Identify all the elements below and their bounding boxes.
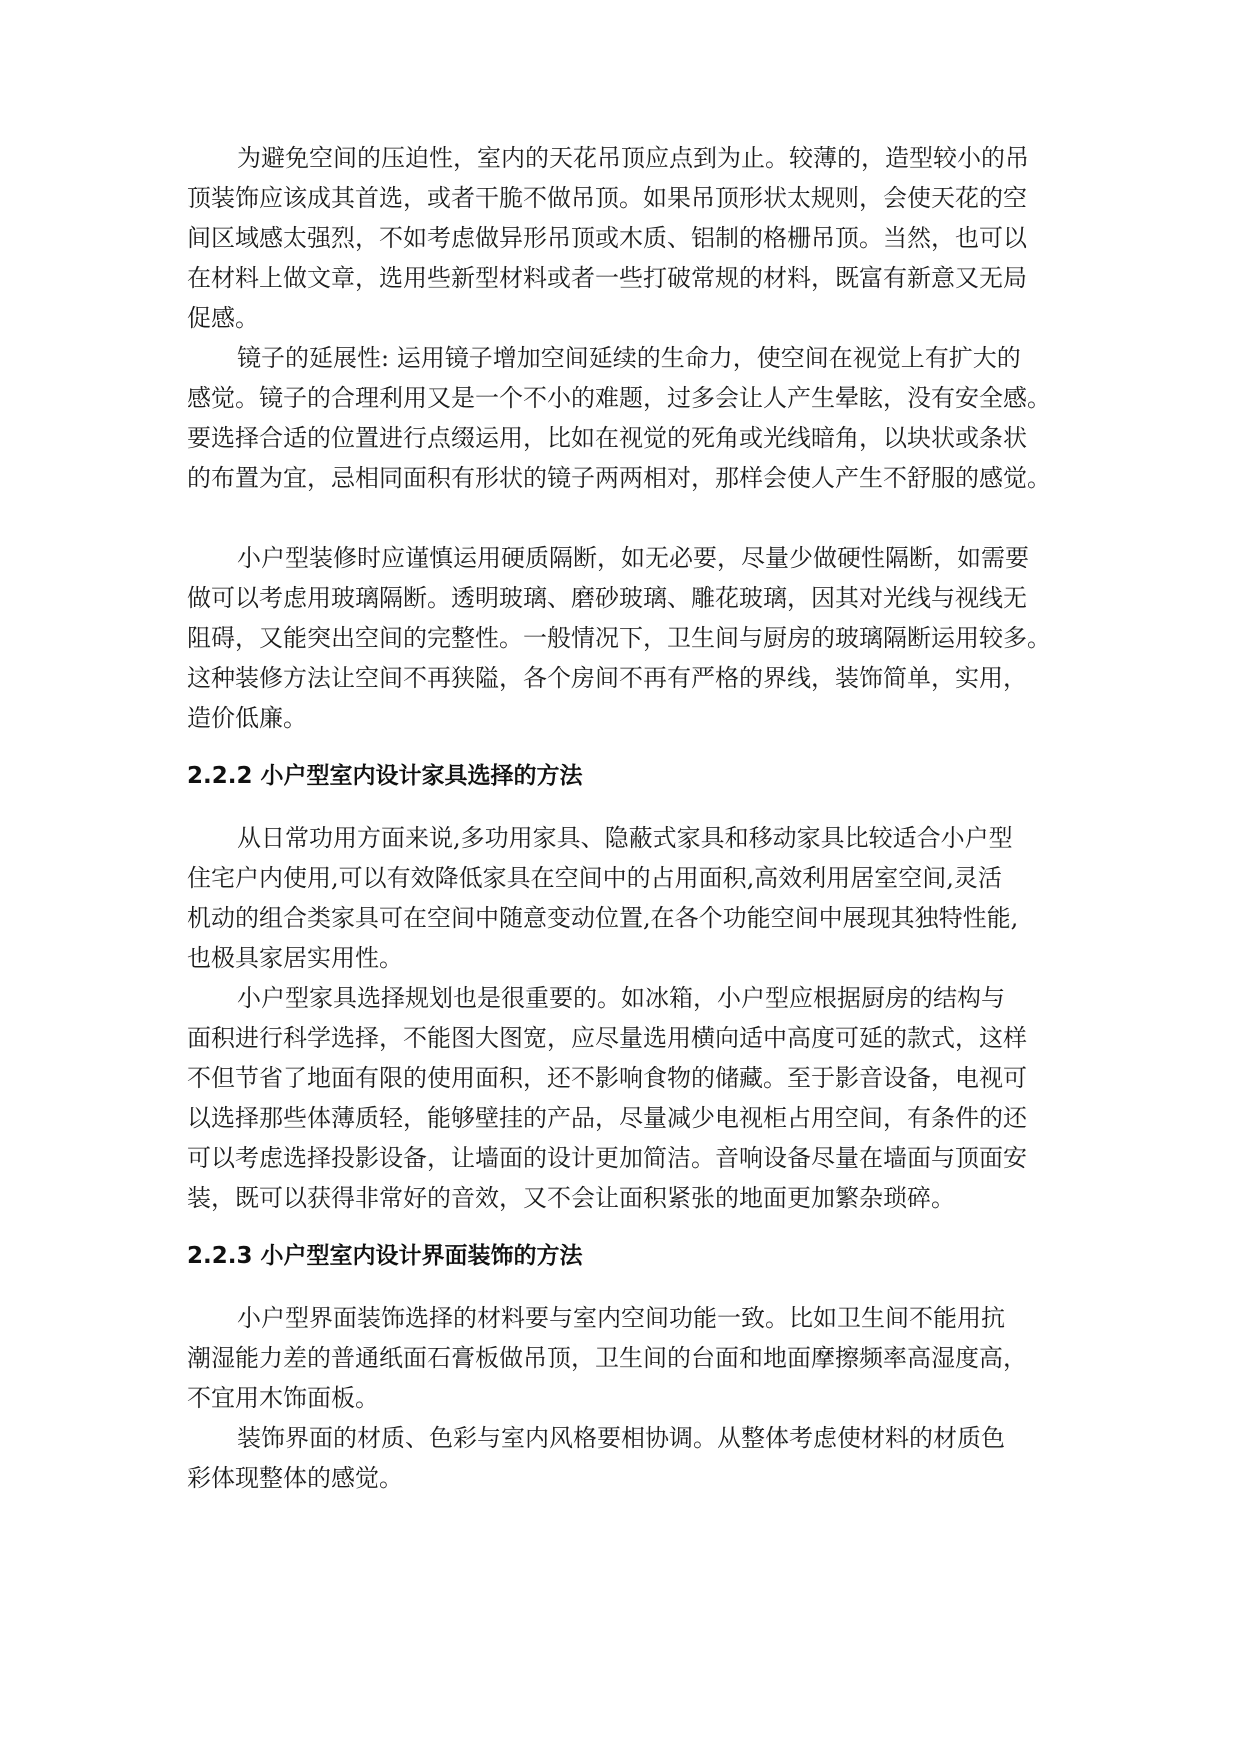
paragraph-line: 顶装饰应该成其首选，或者干脆不做吊顶。如果吊顶形状太规则，会使天花的空	[187, 184, 1027, 212]
paragraph-line: 促感。	[187, 304, 259, 332]
paragraph-line: 以选择那些体薄质轻，能够壁挂的产品，尽量减少电视柜占用空间，有条件的还	[187, 1104, 1027, 1132]
paragraph-line: 间区域感太强烈，不如考虑做异形吊顶或木质、铝制的格栅吊顶。当然，也可以	[187, 224, 1027, 252]
paragraph-line: 要选择合适的位置进行点缀运用，比如在视觉的死角或光线暗角，以块状或条状	[187, 424, 1027, 452]
paragraph-line: 感觉。镜子的合理利用又是一个不小的难题，过多会让人产生晕眩，没有安全感。	[187, 384, 1051, 412]
paragraph-line: 机动的组合类家具可在空间中随意变动位置,在各个功能空间中展现其独特性能,	[187, 904, 1019, 932]
paragraph-line: 造价低廉。	[187, 704, 307, 732]
paragraph-line: 潮湿能力差的普通纸面石膏板做吊顶，卫生间的台面和地面摩擦频率高湿度高，	[187, 1344, 1027, 1372]
paragraph-line: 装，既可以获得非常好的音效，又不会让面积紧张的地面更加繁杂琐碎。	[187, 1184, 955, 1212]
paragraph-line: 不但节省了地面有限的使用面积，还不影响食物的储藏。至于影音设备，电视可	[187, 1064, 1027, 1092]
paragraph-line: 可以考虑选择投影设备，让墙面的设计更加简洁。音响设备尽量在墙面与顶面安	[187, 1144, 1027, 1172]
paragraph-line: 小户型装修时应谨慎运用硬质隔断，如无必要，尽量少做硬性隔断，如需要	[237, 544, 1029, 572]
paragraph-line: 住宅户内使用,可以有效降低家具在空间中的占用面积,高效利用居室空间,灵活	[187, 864, 1002, 892]
paragraph-line: 面积进行科学选择，不能图大图宽，应尽量选用横向适中高度可延的款式，这样	[187, 1024, 1027, 1052]
paragraph-line: 的布置为宜，忌相同面积有形状的镜子两两相对，那样会使人产生不舒服的感觉。	[187, 464, 1051, 492]
paragraph-line: 阻碍，又能突出空间的完整性。一般情况下，卫生间与厨房的玻璃隔断运用较多。	[187, 624, 1051, 652]
paragraph-line: 镜子的延展性: 运用镜子增加空间延续的生命力，使空间在视觉上有扩大的	[237, 344, 1021, 372]
paragraph-line: 小户型家具选择规划也是很重要的。如冰箱，小户型应根据厨房的结构与	[237, 984, 1005, 1012]
paragraph-line: 小户型界面装饰选择的材料要与室内空间功能一致。比如卫生间不能用抗	[237, 1304, 1005, 1332]
paragraph-line: 装饰界面的材质、色彩与室内风格要相协调。从整体考虑使材料的材质色	[237, 1424, 1005, 1452]
paragraph-line: 不宜用木饰面板。	[187, 1384, 379, 1412]
paragraph-line: 做可以考虑用玻璃隔断。透明玻璃、磨砂玻璃、雕花玻璃，因其对光线与视线无	[187, 584, 1027, 612]
paragraph-line: 这种装修方法让空间不再狭隘，各个房间不再有严格的界线，装饰简单，实用，	[187, 664, 1027, 692]
paragraph-line: 也极具家居实用性。	[187, 944, 403, 972]
paragraph-line: 为避免空间的压迫性，室内的天花吊顶应点到为止。较薄的，造型较小的吊	[237, 144, 1029, 172]
paragraph-line: 彩体现整体的感觉。	[187, 1464, 403, 1492]
paragraph-line: 在材料上做文章，选用些新型材料或者一些打破常规的材料，既富有新意又无局	[187, 264, 1027, 292]
section-heading: 2.2.2 小户型室内设计家具选择的方法	[187, 763, 583, 789]
section-heading: 2.2.3 小户型室内设计界面装饰的方法	[187, 1243, 583, 1269]
paragraph-line: 从日常功用方面来说,多功用家具、隐蔽式家具和移动家具比较适合小户型	[237, 824, 1013, 852]
